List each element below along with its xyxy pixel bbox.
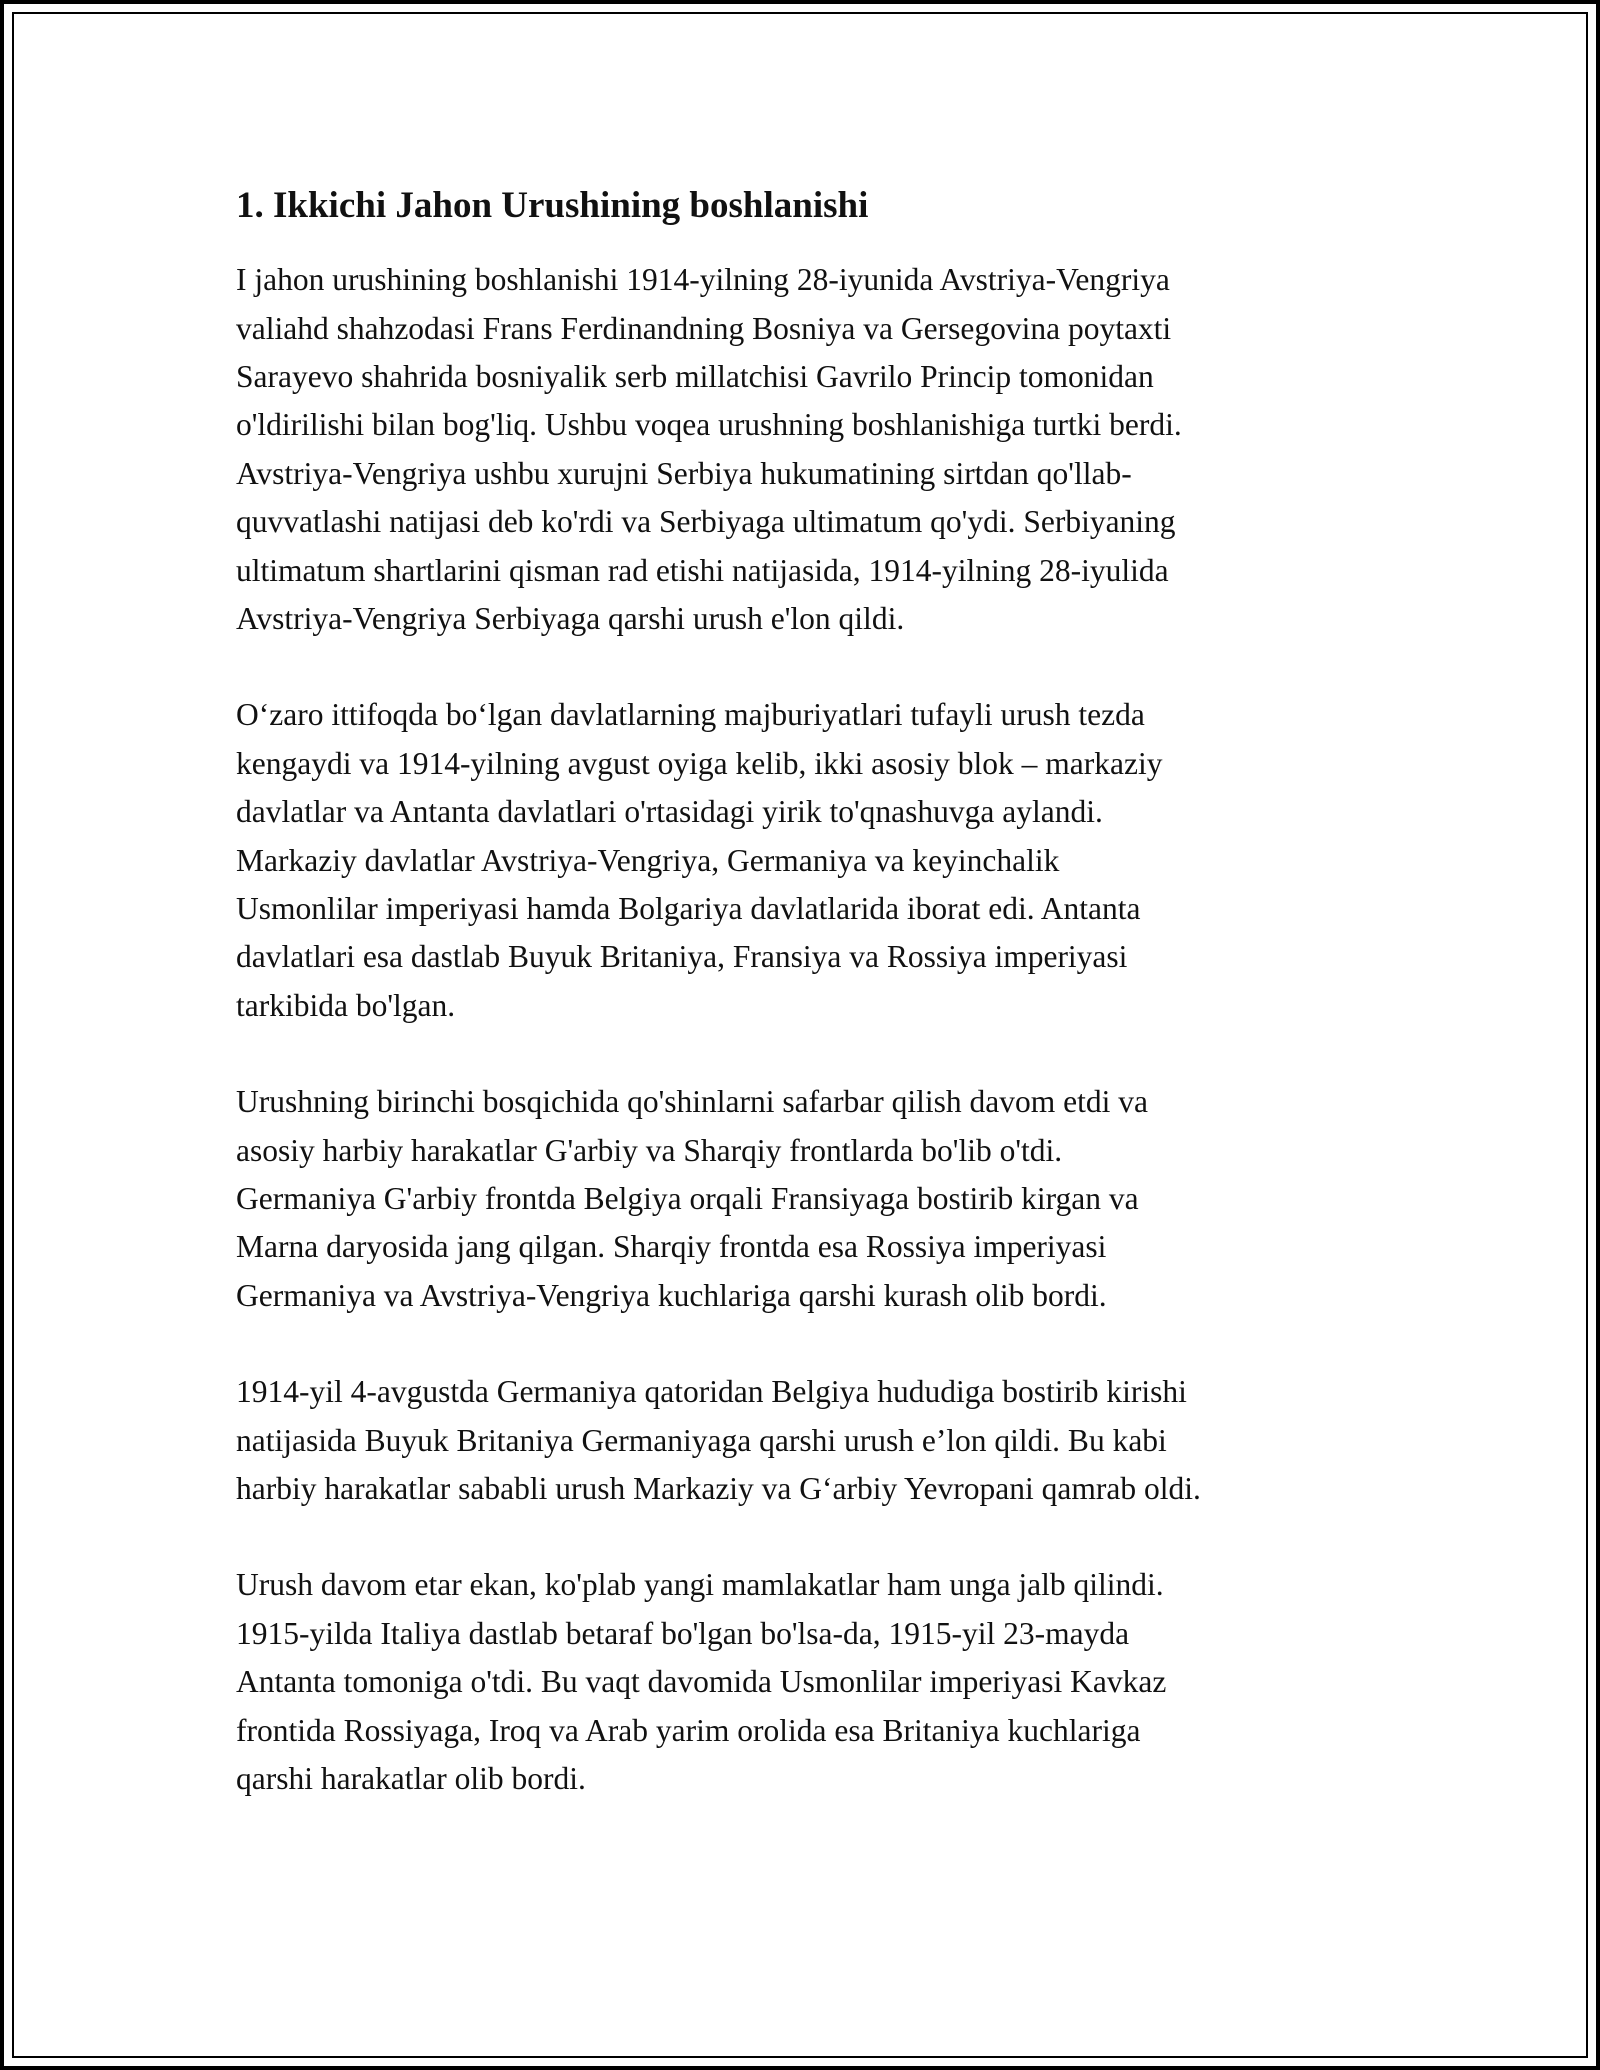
text-line: Sarayevo shahrida bosniyalik serb millatchisi Gavrilo Princip tomonidan — [236, 358, 1154, 394]
text-line: o'ldirilishi bilan bog'liq. Ushbu voqea urushning boshlanishiga turtki berdi. — [236, 407, 1182, 443]
text-line: harbiy harakatlar sababli urush Markaziy va G‘arbiy Yevropani qamrab oldi. — [236, 1471, 1201, 1507]
text-line: natijasida Buyuk Britaniya Germaniyaga qarshi urush e’lon qildi. Bu kabi — [236, 1422, 1167, 1458]
text-line: Markaziy davlatlar Avstriya-Vengriya, Germaniya va keyinchalik — [236, 842, 1060, 878]
text-line: 1914-yil 4-avgustda Germaniya qatoridan Belgiya hududiga bostirib kirishi — [236, 1374, 1187, 1410]
text-line: quvvatlashi natijasi deb ko'rdi va Serbiyaga ultimatum qo'ydi. Serbiyaning — [236, 504, 1176, 540]
paragraph-5 — [236, 1561, 1376, 1803]
paragraph-3 — [236, 1078, 1376, 1320]
text-line: Marna daryosida jang qilgan. Sharqiy frontda esa Rossiya imperiyasi — [236, 1229, 1107, 1265]
text-line: davlatlar va Antanta davlatlari o'rtasidagi yirik to'qnashuvga aylandi. — [236, 794, 1103, 830]
text-line: valiahd shahzodasi Frans Ferdinandning Bosniya va Gersegovina poytaxti — [236, 310, 1172, 346]
text-line: asosiy harbiy harakatlar G'arbiy va Sharqiy frontlarda bo'lib o'tdi. — [236, 1132, 1063, 1168]
text-line: Germaniya G'arbiy frontda Belgiya orqali Fransiyaga bostirib kirgan va — [236, 1181, 1139, 1216]
text-line: Avstriya-Vengriya Serbiyaga qarshi urush e'lon qildi. — [236, 600, 905, 636]
text-line: qarshi harakatlar olib bordi. — [236, 1761, 586, 1797]
paragraph-4 — [236, 1368, 1376, 1513]
paragraph-1 — [236, 256, 1376, 643]
text-line: O‘zaro ittifoqda bo‘lgan davlatlarning majburiyatlari tufayli urush tezda — [236, 697, 1145, 733]
document-title: 1. Ikkichi Jahon Urushining boshlanishi — [236, 185, 869, 226]
paragraph-2 — [236, 691, 1376, 1030]
text-line: Usmonlilar imperiyasi hamda Bolgariya davlatlarida iborat edi. Antanta — [236, 890, 1141, 926]
text-line: Avstriya-Vengriya ushbu xurujni Serbiya hukumatining sirtdan qo'llab- — [236, 455, 1132, 491]
text-line: Antanta tomoniga o'tdi. Bu vaqt davomida Usmonlilar imperiyasi Kavkaz — [236, 1664, 1167, 1700]
text-line: I jahon urushining boshlanishi 1914-yilning 28-iyunida Avstriya-Vengriya — [236, 262, 1170, 298]
text-line: 1915-yilda Italiya dastlab betaraf bo'lgan bo'lsa-da, 1915-yil 23-mayda — [236, 1615, 1130, 1651]
text-line: davlatlari esa dastlab Buyuk Britaniya, Fransiya va Rossiya imperiyasi — [236, 939, 1128, 975]
text-line: frontida Rossiyaga, Iroq va Arab yarim orolida esa Britaniya kuchlariga — [236, 1712, 1141, 1748]
text-line: kengaydi va 1914-yilning avgust oyiga kelib, ikki asosiy blok – markaziy — [236, 745, 1163, 781]
text-line: Urushning birinchi bosqichida qo'shinlarni safarbar qilish davom etdi va — [236, 1084, 1148, 1120]
text-line: tarkibida bo'lgan. — [236, 987, 456, 1023]
text-line: Urush davom etar ekan, ko'plab yangi mamlakatlar ham unga jalb qilindi. — [236, 1567, 1164, 1603]
text-line: ultimatum shartlarini qisman rad etishi natijasida, 1914-yilning 28-iyulida — [236, 552, 1169, 588]
document-content — [236, 182, 1376, 1851]
text-line: Germaniya va Avstriya-Vengriya kuchlariga qarshi kurash olib bordi. — [236, 1277, 1107, 1313]
